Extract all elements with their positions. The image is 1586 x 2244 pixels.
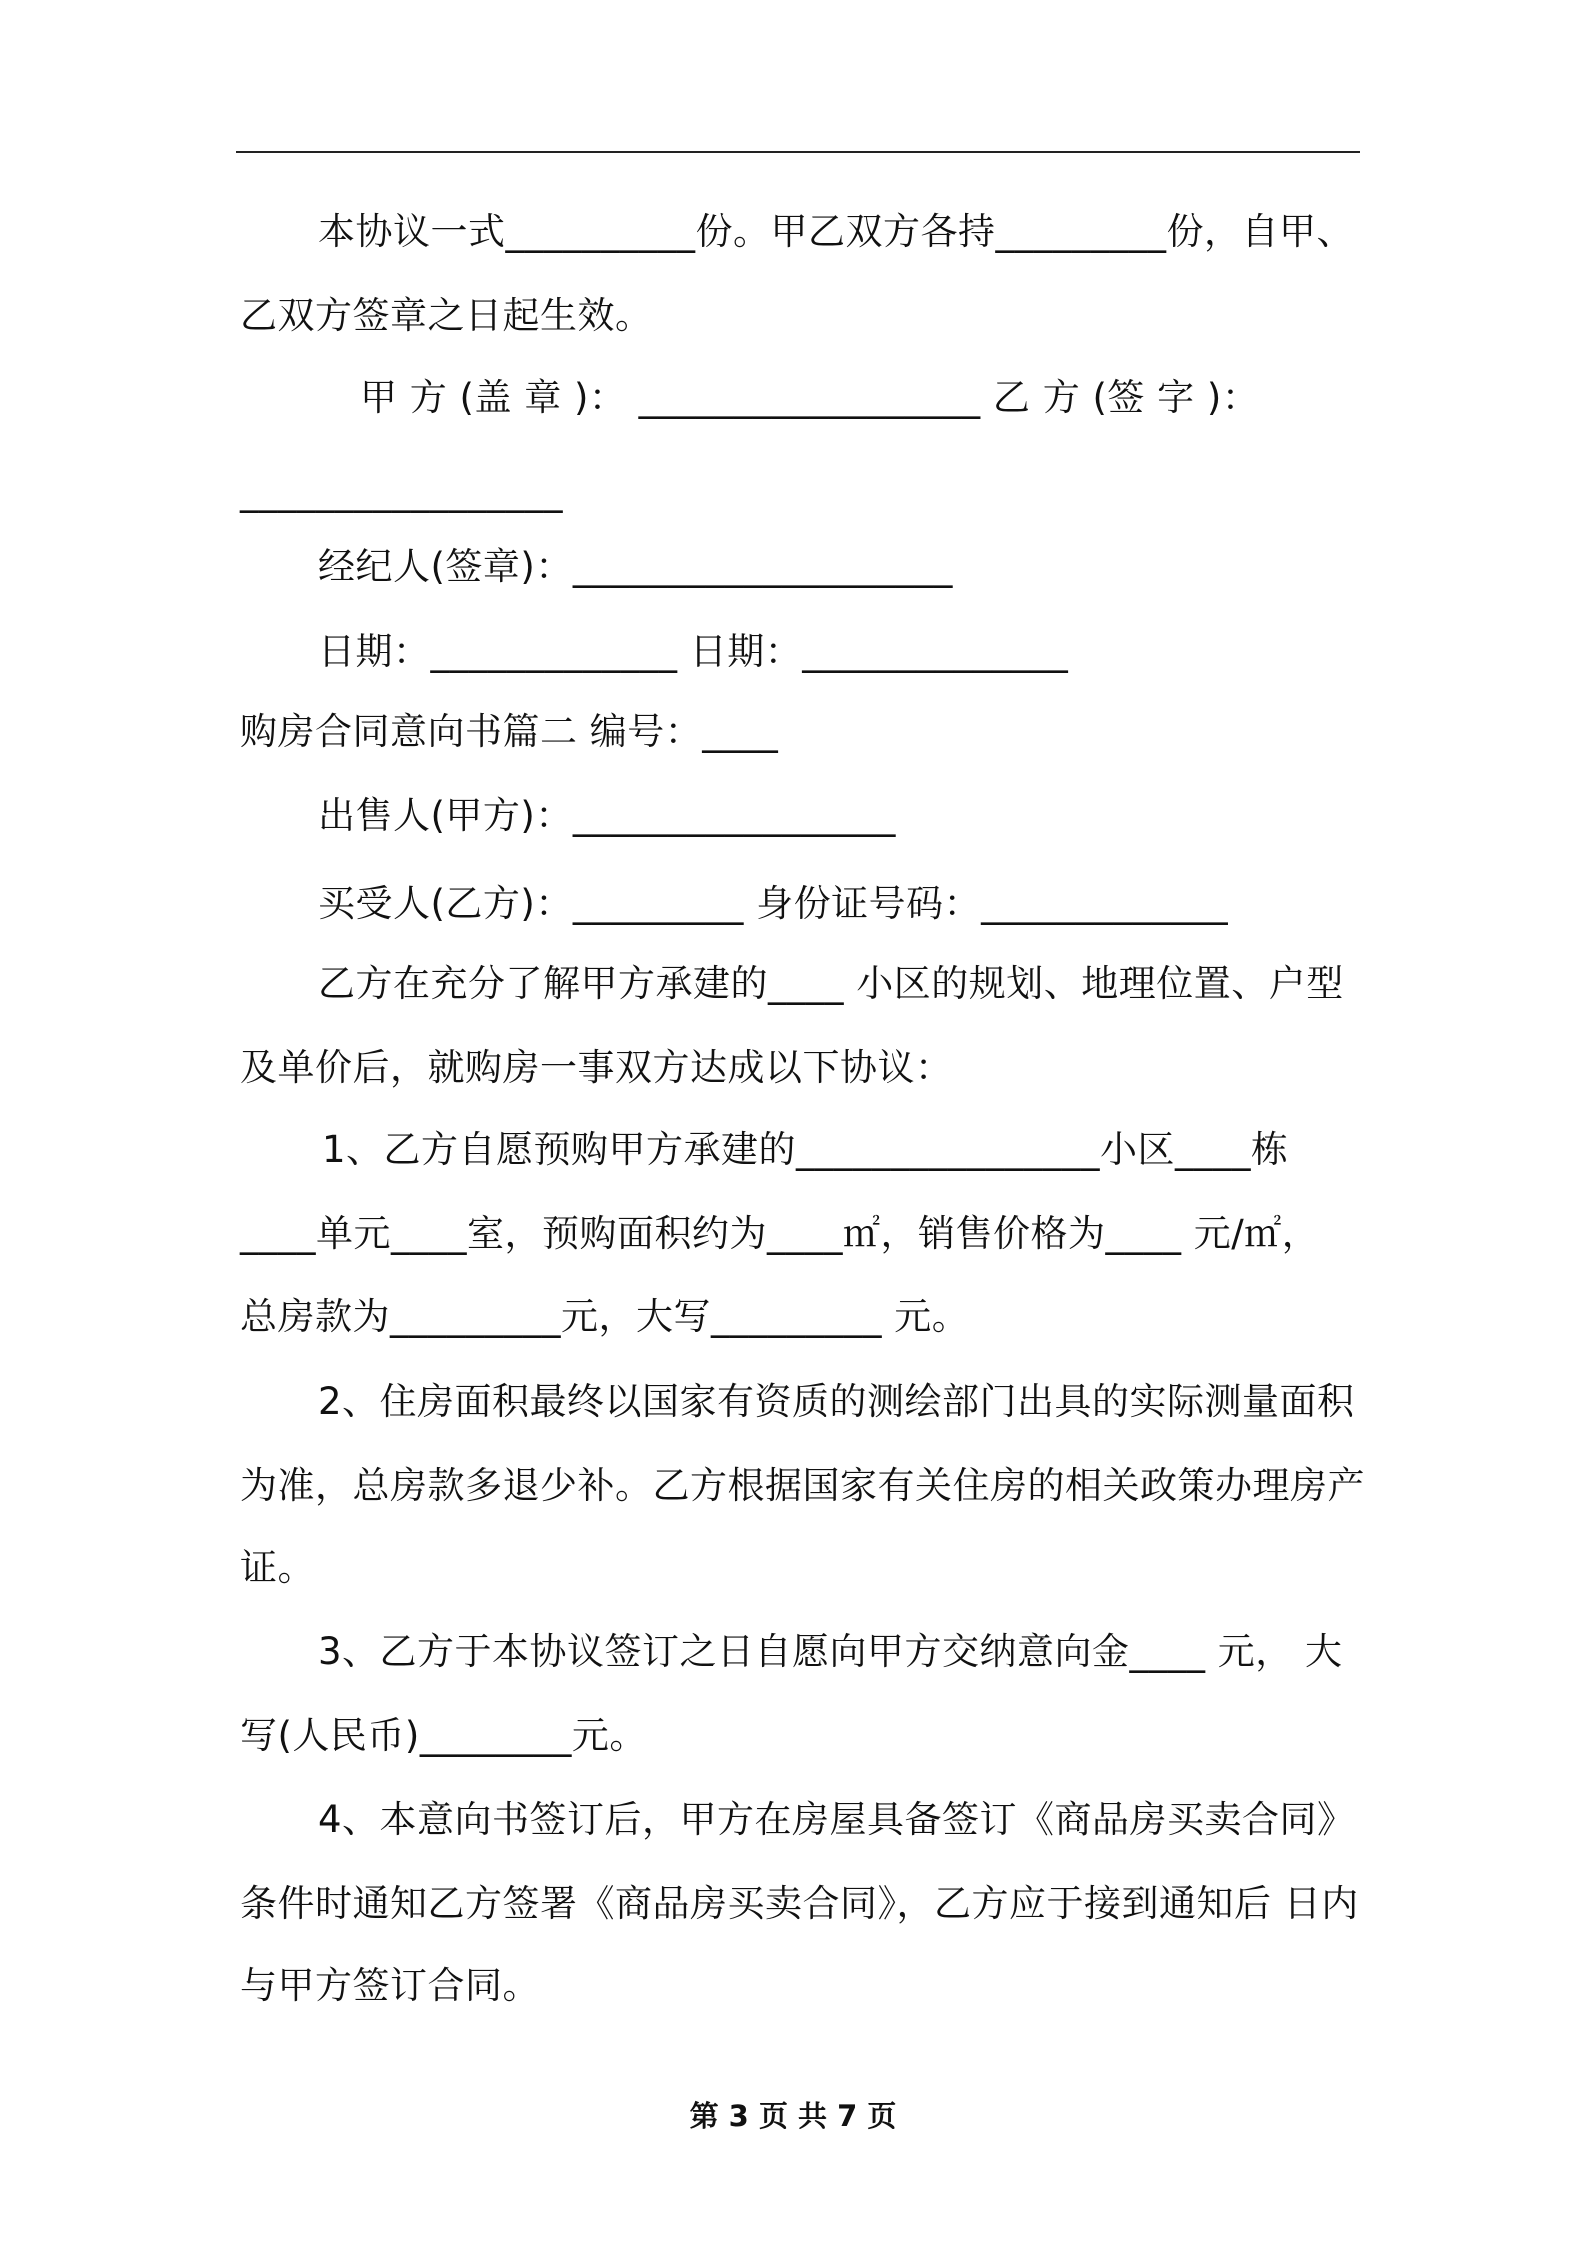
line-text: 乙方在充分了解甲方承建的____ 小区的规划、地理位置、户型 xyxy=(318,962,1344,1005)
line-text: ____单元____室，预购面积约为____㎡，销售价格为____ 元/㎡， xyxy=(240,1212,1320,1255)
text-line xyxy=(240,1293,1360,1341)
buyer-line xyxy=(318,880,1360,928)
text-line xyxy=(240,468,1360,516)
text-line xyxy=(240,1462,1365,1510)
line-text: 证。 xyxy=(240,1546,315,1589)
section-title xyxy=(240,708,1360,756)
line-text: 与甲方签订合同。 xyxy=(240,1964,540,2007)
line-text: 条件时通知乙方签署《商品房买卖合同》，乙方应于接到通知后 日内 xyxy=(240,1882,1359,1925)
line-text: 购房合同意向书篇二 编号：____ xyxy=(240,710,779,753)
page-number: 第 3 页 共 7 页 xyxy=(689,2099,897,2133)
text-line xyxy=(240,1544,1360,1592)
clause-2-line xyxy=(318,1378,1360,1426)
line-text: 写(人民币)________元。 xyxy=(240,1714,647,1757)
text-line xyxy=(240,292,1360,340)
text-line xyxy=(240,1962,1360,2010)
line-text: 买受人(乙方)：_________ 身份证号码：_____________ xyxy=(318,882,1229,925)
header-rule xyxy=(236,151,1360,153)
line-text: 3、乙方于本协议签订之日自愿向甲方交纳意向金____ 元， 大 xyxy=(318,1630,1343,1673)
line-text: 2、住房面积最终以国家有资质的测绘部门出具的实际测量面积 xyxy=(318,1380,1355,1423)
clause-1-line xyxy=(322,1126,1364,1174)
agent-signature-line xyxy=(318,543,1360,591)
line-text: 出售人(甲方)：_________________ xyxy=(318,794,896,837)
text-line xyxy=(318,960,1360,1008)
date-line xyxy=(318,628,1360,676)
seller-line xyxy=(318,792,1360,840)
clause-4-line xyxy=(318,1796,1360,1844)
line-text: 4、本意向书签订后，甲方在房屋具备签订《商品房买卖合同》 xyxy=(318,1798,1355,1841)
line-text: 1、乙方自愿预购甲方承建的________________小区____栋 xyxy=(322,1128,1289,1171)
line-text: 及单价后，就购房一事双方达成以下协议： xyxy=(240,1046,953,1089)
line-text: 为准，总房款多退少补。乙方根据国家有关住房的相关政策办理房产 xyxy=(240,1464,1365,1507)
line-text: 乙双方签章之日起生效。 xyxy=(240,294,653,337)
line-text: 经纪人(签章)：____________________ xyxy=(318,545,953,588)
text-line xyxy=(240,1210,1360,1258)
line-text: 日期：_____________ 日期：______________ xyxy=(318,630,1069,673)
text-line xyxy=(240,1880,1360,1928)
line-text: 总房款为_________元，大写_________ 元。 xyxy=(240,1295,970,1338)
text-line xyxy=(318,208,1360,256)
text-line xyxy=(240,1712,1360,1760)
line-text: 甲 方 (盖 章 )： __________________ 乙 方 (签 字 )： xyxy=(360,376,1260,419)
line-text: 本协议一式__________份。甲乙双方各持_________份，自甲、 xyxy=(318,210,1354,253)
text-line xyxy=(240,1044,1360,1092)
clause-3-line xyxy=(318,1628,1360,1676)
signature-line-party-a-b xyxy=(360,374,1360,422)
line-text: _________________ xyxy=(240,470,563,513)
